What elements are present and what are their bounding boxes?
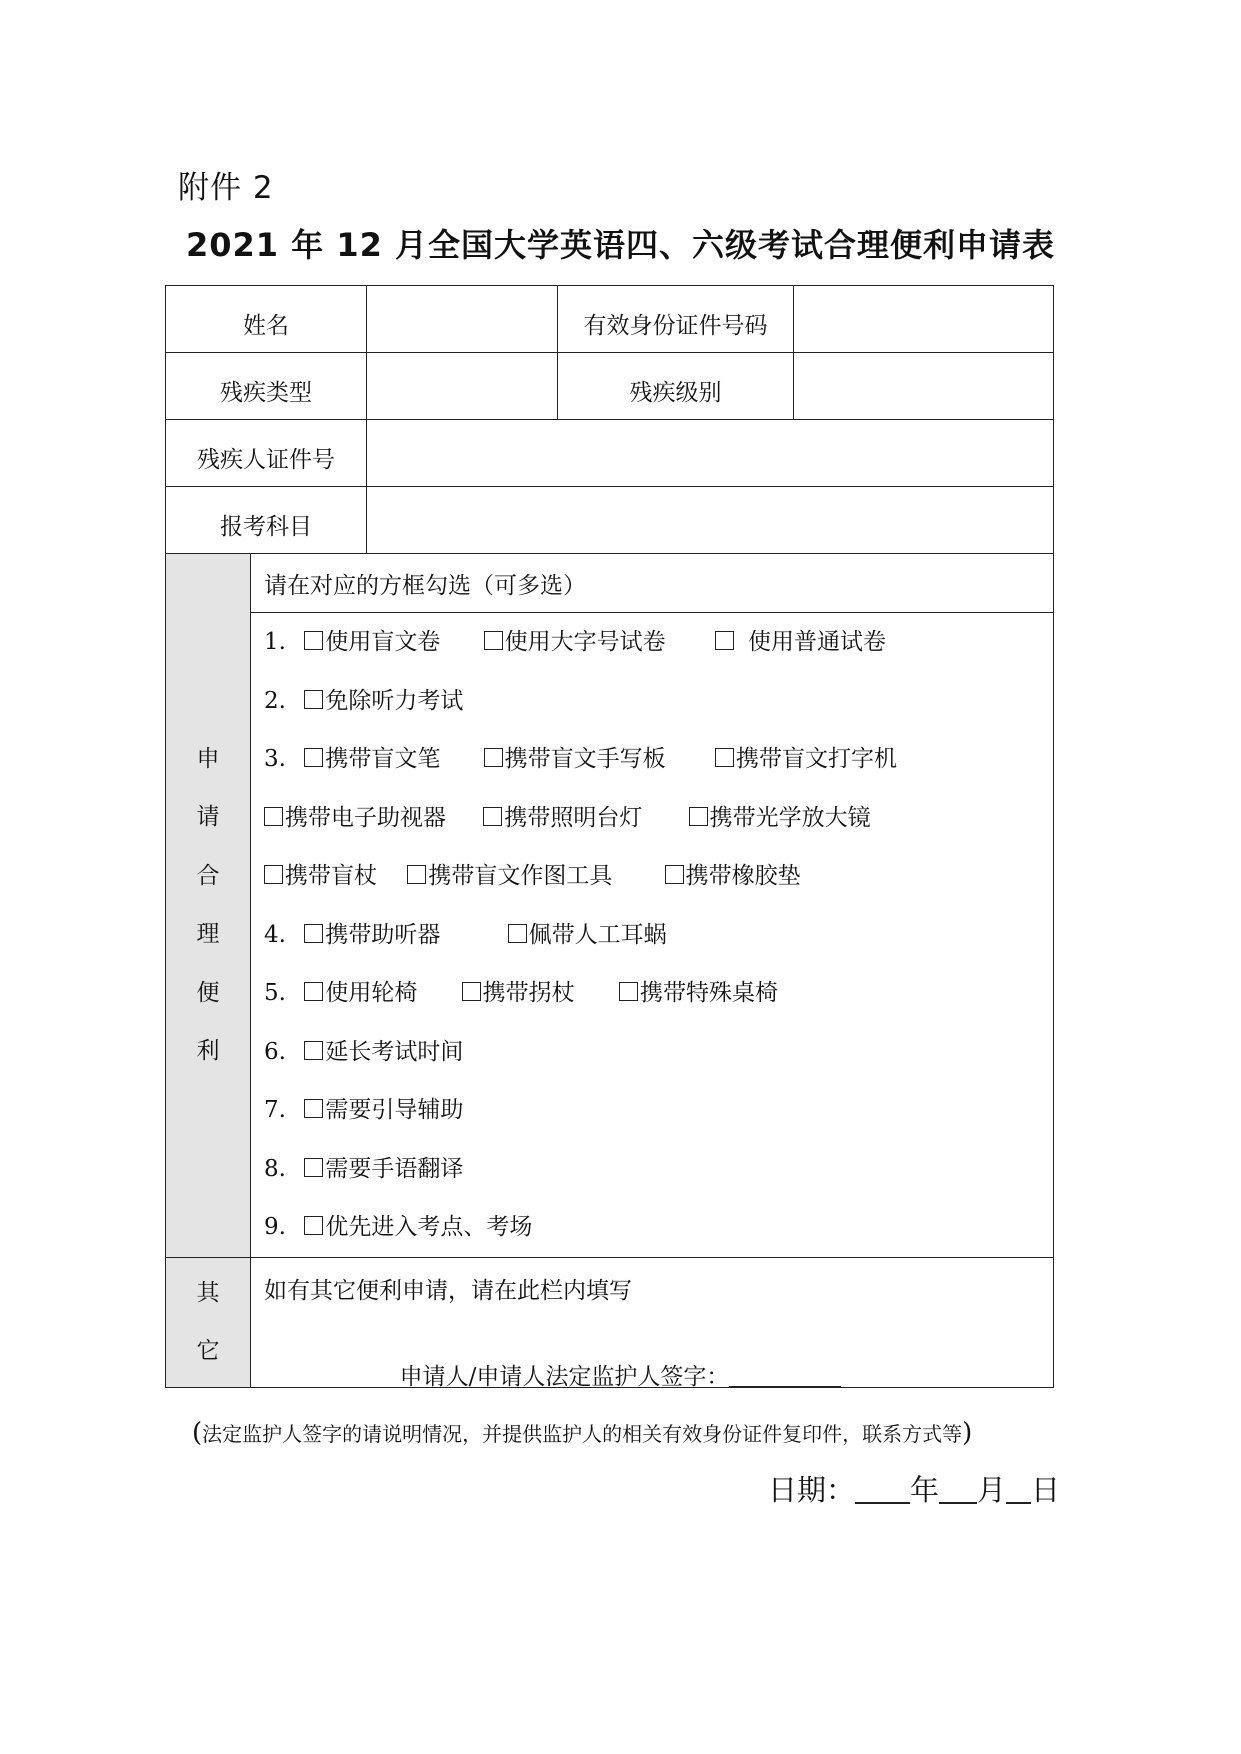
option-item[interactable]: 优先进入考点、考场 [304,1198,532,1257]
option-number: 8. [264,1155,286,1182]
section-label-char: 便 [196,979,220,1006]
option-row [264,1140,1053,1199]
option-item[interactable]: 携带电子助视器 [264,789,476,848]
attachment-label: 附件 2 [178,170,274,206]
option-row [264,613,1053,672]
option-item[interactable]: 携带盲文打字机 [715,730,897,789]
section-label-char: 合 [196,862,220,889]
option-number: 9. [264,1214,286,1240]
checkbox[interactable] [484,748,503,767]
option-item[interactable]: 携带拐杖 [462,964,612,1023]
name-input-cell[interactable] [367,286,558,353]
option-item[interactable]: 使用盲文卷 [304,613,476,672]
checkbox[interactable] [304,748,323,767]
disability-type-input-cell[interactable] [367,353,558,420]
option-number: 3. [264,746,286,772]
year-label: 年 [910,1473,940,1507]
checkbox[interactable] [665,865,684,884]
options-list [251,613,1054,1258]
checkbox[interactable] [304,982,323,1001]
application-form-table [165,285,1054,1388]
option-number: 1. [264,629,286,655]
disability-level-input-cell[interactable] [794,353,1054,420]
option-item[interactable]: 使用轮椅 [304,964,454,1023]
signature-blank[interactable] [729,1364,841,1388]
checkbox[interactable] [304,690,323,709]
option-row [264,847,1053,906]
accommodation-section-label [166,554,251,1258]
form-title: 2021 年 12 月全国大学英语四、六级考试合理便利申请表 [185,226,1056,264]
disability-cert-input-cell[interactable] [367,420,1054,487]
option-item[interactable]: 使用大字号试卷 [484,613,708,672]
checkbox[interactable] [304,1041,323,1060]
option-item[interactable]: 免除听力考试 [304,672,463,731]
exam-subject-label: 报考科目 [166,487,367,554]
option-item[interactable]: 携带橡胶垫 [665,847,801,906]
option-item[interactable]: 携带盲文作图工具 [407,847,657,906]
disability-level-label: 残疾级别 [558,353,794,420]
checkbox[interactable] [619,982,638,1001]
year-blank[interactable] [855,1474,910,1504]
checkbox[interactable] [304,1216,323,1235]
name-label: 姓名 [166,286,367,353]
option-item[interactable]: 延长考试时间 [304,1023,463,1082]
option-item[interactable]: 携带照明台灯 [483,789,681,848]
option-row [264,1081,1053,1140]
signature-line [0,1358,1241,1391]
checkbox[interactable] [689,807,708,826]
guardian-note: (法定监护人签字的请说明情况，并提供监护人的相关有效身份证件复印件，联系方式等) [192,1418,973,1448]
option-item[interactable]: 需要引导辅助 [304,1081,463,1140]
section-label-char: 请 [196,804,220,831]
month-blank[interactable] [939,1474,977,1504]
option-number: 4. [264,921,286,948]
option-row [264,789,1053,848]
option-number: 5. [264,980,286,1006]
option-item[interactable]: 携带特殊桌椅 [619,964,778,1023]
instruction-text: 请在对应的方框勾选（可多选） [251,554,1054,613]
guardian-note-text: 法定监护人签字的请说明情况，并提供监护人的相关有效身份证件复印件，联系方式等 [202,1422,963,1446]
other-request-hint: 如有其它便利申请，请在此栏内填写 [264,1277,632,1304]
other-label-char: 其 [196,1279,220,1306]
exam-subject-input-cell[interactable] [367,487,1054,554]
checkbox[interactable] [304,1099,323,1118]
option-row [264,672,1053,731]
date-line [768,1468,1060,1509]
option-number: 7. [264,1097,286,1123]
other-label-char: 它 [196,1338,220,1364]
id-number-label: 有效身份证件号码 [558,286,794,353]
option-item[interactable]: 携带助听器 [304,906,500,965]
option-row [264,964,1053,1023]
section-label-char: 利 [196,1038,220,1065]
checkbox[interactable] [483,807,502,826]
option-row [264,730,1053,789]
option-number: 6. [264,1038,286,1065]
signature-label: 申请人/申请人法定监护人签字： [399,1364,730,1390]
checkbox[interactable] [264,807,283,826]
disability-type-label: 残疾类型 [166,353,367,420]
section-label-char: 理 [196,921,220,948]
option-row [264,1198,1053,1257]
option-item[interactable]: 携带光学放大镜 [689,789,871,848]
option-item[interactable]: 携带盲杖 [264,847,400,906]
checkbox[interactable] [304,924,323,943]
id-number-input-cell[interactable] [794,286,1054,353]
option-item[interactable]: 佩带人工耳蜗 [508,906,667,965]
month-label: 月 [977,1473,1007,1507]
checkbox[interactable] [264,865,283,884]
day-label: 日 [1031,1473,1061,1507]
checkbox[interactable] [508,924,527,943]
checkbox[interactable] [407,865,426,884]
checkbox[interactable] [304,1158,323,1177]
option-item[interactable]: 使用普通试卷 [715,613,886,672]
option-row [264,1023,1053,1082]
checkbox[interactable] [304,631,323,650]
checkbox[interactable] [715,631,734,650]
date-label: 日期： [768,1473,856,1507]
option-row [264,906,1053,965]
option-item[interactable]: 需要手语翻译 [304,1140,463,1199]
section-label-char: 申 [196,745,220,772]
day-blank[interactable] [1006,1474,1031,1504]
checkbox[interactable] [462,982,481,1001]
option-number: 2. [264,687,286,714]
checkbox[interactable] [715,748,734,767]
option-item[interactable]: 携带盲文手写板 [484,730,708,789]
checkbox[interactable] [484,631,503,650]
disability-cert-label: 残疾人证件号 [166,420,367,487]
option-item[interactable]: 携带盲文笔 [304,730,476,789]
